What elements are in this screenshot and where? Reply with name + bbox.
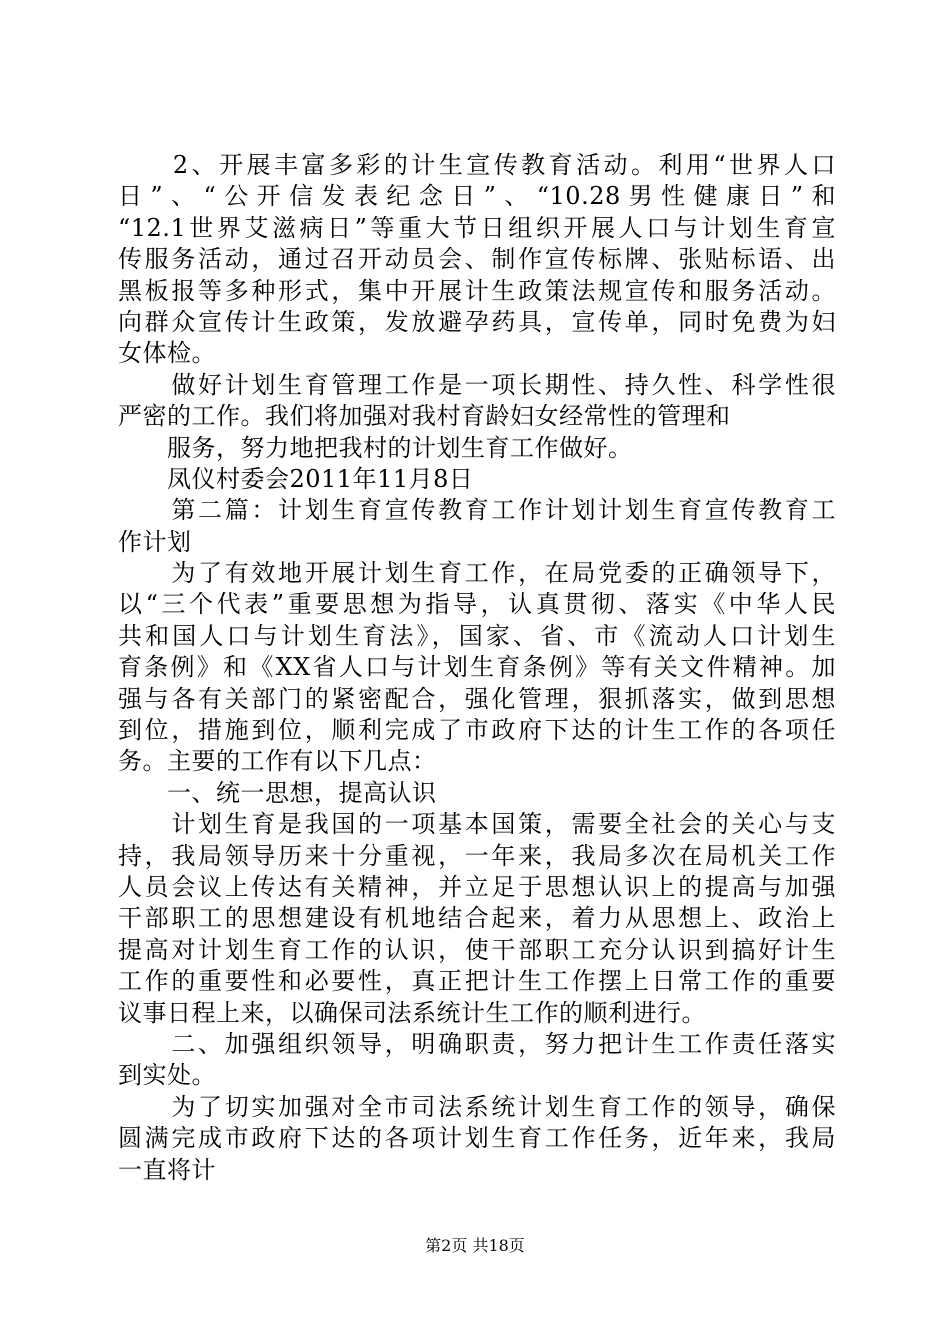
- text-line: 到实处。: [118, 1061, 216, 1090]
- text-line: 严密的工作。我们将加强对我村育龄妇女经常性的管理和: [118, 402, 731, 431]
- text-line: 提高对计划生育工作的认识，使干部职工充分认识到搞好计生: [118, 935, 836, 964]
- text-line: 向群众宣传计生政策，发放避孕药具，宣传单，同时免费为妇: [118, 307, 836, 336]
- text-line: 持，我局领导历来十分重视，一年来，我局多次在局机关工作: [118, 841, 836, 870]
- text-line: 以“三个代表”重要思想为指导，认真贯彻、落实《中华人民: [118, 590, 836, 619]
- text-line: 做好计划生育管理工作是一项长期性、持久性、科学性很: [118, 370, 836, 399]
- text-line: 一、统一思想，提高认识: [118, 778, 437, 807]
- text-line: 传服务活动，通过召开动员会、制作宣传标牌、张贴标语、出: [118, 245, 836, 274]
- text-line: 工作的重要性和必要性，真正把计生工作摆上日常工作的重要: [118, 967, 836, 996]
- text-line: 强与各有关部门的紧密配合，强化管理，狠抓落实，做到思想: [118, 684, 836, 713]
- text-line: 服务，努力地把我村的计划生育工作做好。: [118, 433, 633, 462]
- text-line: 女体检。: [118, 339, 216, 368]
- text-line: 共和国人口与计划生育法》，国家、省、市《流动人口计划生: [118, 621, 836, 650]
- page-footer: 第2页 共18页: [425, 1236, 525, 1255]
- text-line: 育条例》和《XX省人口与计划生育条例》等有关文件精神。加: [118, 653, 836, 682]
- text-line: 议事日程上来，以确保司法系统计生工作的顺利进行。: [118, 998, 706, 1027]
- text-line: 到位，措施到位，顺利完成了市政府下达的计生工作的各项任: [118, 716, 836, 745]
- text-line: 务。主要的工作有以下几点：: [118, 747, 437, 776]
- text-line: 一直将计: [118, 1155, 216, 1184]
- text-line: 为了切实加强对全市司法系统计划生育工作的领导，确保: [118, 1092, 836, 1121]
- text-line: 圆满完成市政府下达的各项计划生育工作任务，近年来，我局: [118, 1124, 836, 1153]
- text-line: 人员会议上传达有关精神，并立足于思想认识上的提高与加强: [118, 872, 836, 901]
- text-line: 二、加强组织领导，明确职责，努力把计生工作责任落实: [118, 1029, 836, 1058]
- text-line: 黑板报等多种形式，集中开展计生政策法规宣传和服务活动。: [118, 276, 836, 305]
- document-body: [118, 150, 836, 1186]
- text-line: 为了有效地开展计划生育工作，在局党委的正确领导下，: [118, 559, 836, 588]
- text-line: 日”、“公开信发表纪念日”、“10.28男性健康日”和: [118, 182, 836, 211]
- text-line: 第二篇：计划生育宣传教育工作计划计划生育宣传教育工: [118, 496, 836, 525]
- text-line: 凤仪村委会2011年11月8日: [118, 464, 474, 493]
- text-line: “12.1世界艾滋病日”等重大节日组织开展人口与计划生育宣: [118, 213, 836, 242]
- text-line: 计划生育是我国的一项基本国策，需要全社会的关心与支: [118, 810, 836, 839]
- text-line: 作计划: [118, 527, 192, 556]
- text-line: 干部职工的思想建设有机地结合起来，着力从思想上、政治上: [118, 904, 836, 933]
- text-line: 2、开展丰富多彩的计生宣传教育活动。利用“世界人口: [118, 151, 836, 179]
